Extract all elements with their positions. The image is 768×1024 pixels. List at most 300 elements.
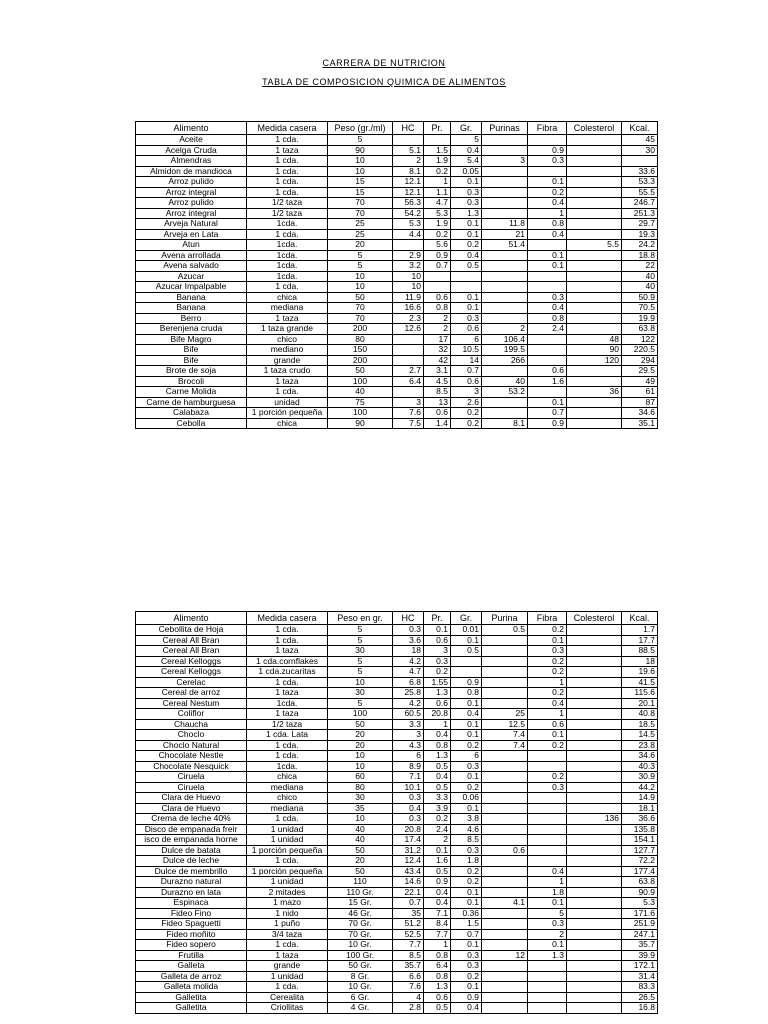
cell-proteina: 0.8 [424, 950, 451, 961]
cell-grasa: 0.36 [451, 908, 482, 919]
cell-hc: 6.4 [393, 376, 424, 387]
cell-medida: Criollitas [247, 1003, 328, 1014]
cell-alimento: Almidon de mandioca [136, 166, 247, 177]
cell-colesterol: 136 [567, 814, 622, 825]
cell-peso: 70 Gr. [328, 929, 393, 940]
cell-fibra [528, 971, 567, 982]
cell-purinas [482, 814, 528, 825]
cell-medida: 1 taza [247, 376, 328, 387]
cell-grasa: 0.1 [451, 292, 482, 303]
cell-medida: 1 cda. [247, 625, 328, 636]
cell-hc: 4.2 [393, 698, 424, 709]
cell-kcal: 83.3 [622, 982, 658, 993]
cell-proteina: 0.5 [424, 761, 451, 772]
cell-fibra [528, 856, 567, 867]
cell-kcal: 63.8 [622, 877, 658, 888]
cell-medida: 1 cda. [247, 940, 328, 951]
table-row [136, 740, 658, 751]
cell-medida: 2 mitades [247, 887, 328, 898]
cell-peso: 25 [328, 229, 393, 240]
cell-purinas [482, 408, 528, 419]
cell-kcal: 24.2 [622, 240, 658, 251]
table-row [136, 292, 658, 303]
cell-colesterol [567, 929, 622, 940]
cell-grasa: 1.5 [451, 919, 482, 930]
cell-proteina: 0.2 [424, 667, 451, 678]
cell-kcal [622, 156, 658, 167]
cell-colesterol [567, 992, 622, 1003]
cell-proteina: 5.6 [424, 240, 451, 251]
cell-kcal: 70.5 [622, 303, 658, 314]
cell-kcal: 5.3 [622, 898, 658, 909]
cell-purinas: 0.6 [482, 845, 528, 856]
cell-hc: 8.9 [393, 761, 424, 772]
cell-kcal: 29.7 [622, 219, 658, 230]
cell-kcal: 1.7 [622, 625, 658, 636]
cell-peso: 15 [328, 177, 393, 188]
cell-fibra [528, 282, 567, 293]
cell-kcal: 294 [622, 355, 658, 366]
cell-purinas [482, 656, 528, 667]
cell-colesterol [567, 856, 622, 867]
cell-proteina: 3 [424, 646, 451, 657]
cell-grasa: 2.6 [451, 397, 482, 408]
cell-kcal: 26.5 [622, 992, 658, 1003]
cell-fibra [528, 387, 567, 398]
cell-kcal: 35.7 [622, 940, 658, 951]
cell-alimento: Espinaca [136, 898, 247, 909]
cell-peso: 5 [328, 625, 393, 636]
cell-alimento: Arroz integral [136, 187, 247, 198]
cell-medida: 1cda. [247, 250, 328, 261]
cell-hc: 51.2 [393, 919, 424, 930]
cell-proteina: 0.3 [424, 656, 451, 667]
cell-proteina: 4.7 [424, 198, 451, 209]
cell-kcal: 53.3 [622, 177, 658, 188]
cell-colesterol [567, 898, 622, 909]
cell-colesterol [567, 208, 622, 219]
table-row [136, 667, 658, 678]
cell-proteina: 0.8 [424, 971, 451, 982]
cell-alimento: Brote de soja [136, 366, 247, 377]
cell-colesterol [567, 908, 622, 919]
cell-proteina: 0.9 [424, 250, 451, 261]
cell-peso: 110 [328, 877, 393, 888]
cell-proteina: 8.4 [424, 919, 451, 930]
cell-kcal: 20.1 [622, 698, 658, 709]
cell-purinas: 21 [482, 229, 528, 240]
table-row [136, 156, 658, 167]
cell-grasa: 0.1 [451, 772, 482, 783]
cell-fibra: 1 [528, 877, 567, 888]
cell-medida: unidad [247, 397, 328, 408]
cell-hc: 4.2 [393, 656, 424, 667]
cell-colesterol [567, 950, 622, 961]
composition-table-1 [135, 121, 658, 429]
cell-peso: 10 [328, 166, 393, 177]
cell-fibra [528, 271, 567, 282]
cell-proteina: 1.5 [424, 145, 451, 156]
cell-grasa [451, 271, 482, 282]
cell-purinas [482, 303, 528, 314]
cell-fibra: 0.4 [528, 866, 567, 877]
cell-medida: 1cda. [247, 219, 328, 230]
cell-hc: 5.3 [393, 219, 424, 230]
cell-colesterol [567, 408, 622, 419]
table-row [136, 709, 658, 720]
cell-kcal: 34.6 [622, 751, 658, 762]
table-row [136, 229, 658, 240]
cell-grasa: 5 [451, 135, 482, 146]
cell-peso: 110 Gr. [328, 887, 393, 898]
cell-colesterol [567, 303, 622, 314]
cell-alimento: isco de empanada horne [136, 835, 247, 846]
table-row [136, 625, 658, 636]
cell-proteina: 13 [424, 397, 451, 408]
cell-purinas: 8.1 [482, 418, 528, 429]
cell-colesterol [567, 187, 622, 198]
cell-peso: 50 Gr. [328, 961, 393, 972]
cell-grasa: 0.4 [451, 145, 482, 156]
cell-hc: 3.2 [393, 261, 424, 272]
cell-hc [393, 387, 424, 398]
cell-purinas [482, 919, 528, 930]
cell-alimento: Carne de hamburguesa [136, 397, 247, 408]
cell-purinas [482, 1003, 528, 1014]
cell-kcal: 29.5 [622, 366, 658, 377]
cell-grasa: 0.7 [451, 929, 482, 940]
table-row [136, 772, 658, 783]
cell-medida: 1/2 taza [247, 208, 328, 219]
cell-grasa: 0.9 [451, 677, 482, 688]
cell-fibra: 5 [528, 908, 567, 919]
table-row [136, 418, 658, 429]
cell-colesterol [567, 709, 622, 720]
cell-kcal: 18.5 [622, 719, 658, 730]
cell-purinas: 51.4 [482, 240, 528, 251]
cell-grasa: 0.8 [451, 688, 482, 699]
cell-medida: mediana [247, 782, 328, 793]
cell-kcal: 115.6 [622, 688, 658, 699]
cell-kcal: 22 [622, 261, 658, 272]
cell-proteina: 1.3 [424, 688, 451, 699]
cell-colesterol [567, 698, 622, 709]
cell-alimento: Dulce de batata [136, 845, 247, 856]
cell-purinas: 40 [482, 376, 528, 387]
cell-alimento: Clara de Huevo [136, 793, 247, 804]
cell-peso: 10 [328, 814, 393, 825]
cell-colesterol [567, 667, 622, 678]
cell-grasa: 0.2 [451, 877, 482, 888]
header-colesterol: Colesterol [567, 612, 622, 625]
document-title: CARRERA DE NUTRICION [322, 58, 446, 68]
cell-proteina: 6.4 [424, 961, 451, 972]
cell-purinas [482, 772, 528, 783]
cell-peso: 4 Gr. [328, 1003, 393, 1014]
cell-alimento: Galletita [136, 992, 247, 1003]
cell-grasa: 0.1 [451, 730, 482, 741]
cell-kcal: 41.5 [622, 677, 658, 688]
cell-purinas [482, 271, 528, 282]
cell-hc: 4.4 [393, 229, 424, 240]
cell-purinas [482, 187, 528, 198]
header-kcal: Kcal. [622, 122, 658, 135]
cell-proteina: 1.6 [424, 856, 451, 867]
cell-medida: chica [247, 772, 328, 783]
cell-alimento: Durazno natural [136, 877, 247, 888]
cell-proteina: 1 [424, 177, 451, 188]
cell-fibra: 1.8 [528, 887, 567, 898]
cell-medida: 1 cda. [247, 282, 328, 293]
cell-kcal: 49 [622, 376, 658, 387]
table-row [136, 635, 658, 646]
cell-peso: 15 Gr. [328, 898, 393, 909]
cell-hc: 5.1 [393, 145, 424, 156]
cell-medida: 1 cda. [247, 387, 328, 398]
cell-grasa [451, 656, 482, 667]
cell-hc: 4 [393, 992, 424, 1003]
cell-kcal: 19.9 [622, 313, 658, 324]
cell-proteina: 1.1 [424, 187, 451, 198]
cell-fibra: 0.1 [528, 940, 567, 951]
cell-colesterol [567, 282, 622, 293]
cell-hc [393, 240, 424, 251]
cell-medida: mediana [247, 803, 328, 814]
cell-fibra: 0.8 [528, 313, 567, 324]
cell-fibra: 0.1 [528, 397, 567, 408]
cell-grasa: 0.05 [451, 166, 482, 177]
cell-fibra [528, 751, 567, 762]
table-row [136, 397, 658, 408]
cell-purinas: 11.8 [482, 219, 528, 230]
cell-kcal: 45 [622, 135, 658, 146]
cell-fibra [528, 992, 567, 1003]
cell-peso: 100 Gr. [328, 950, 393, 961]
table-row [136, 324, 658, 335]
cell-alimento: Cereal de arroz [136, 688, 247, 699]
cell-medida: 1 puño [247, 919, 328, 930]
cell-kcal: 19.6 [622, 667, 658, 678]
table-row [136, 971, 658, 982]
cell-purinas [482, 677, 528, 688]
cell-alimento: Galletita [136, 1003, 247, 1014]
cell-purinas: 106.4 [482, 334, 528, 345]
cell-medida: 1/2 taza [247, 198, 328, 209]
header-fibra: Fibra [528, 612, 567, 625]
cell-kcal: 87 [622, 397, 658, 408]
cell-grasa: 0.6 [451, 376, 482, 387]
cell-hc: 2.7 [393, 366, 424, 377]
cell-grasa: 0.2 [451, 866, 482, 877]
cell-fibra [528, 345, 567, 356]
cell-peso: 70 Gr. [328, 919, 393, 930]
cell-peso: 10 [328, 282, 393, 293]
cell-kcal: 251.3 [622, 208, 658, 219]
header-peso: Peso en gr. [328, 612, 393, 625]
cell-medida: 1 taza [247, 950, 328, 961]
cell-fibra: 0.2 [528, 656, 567, 667]
cell-fibra: 0.1 [528, 177, 567, 188]
cell-peso: 10 [328, 751, 393, 762]
cell-hc: 0.3 [393, 793, 424, 804]
cell-purinas [482, 282, 528, 293]
table-row [136, 345, 658, 356]
cell-fibra: 0.4 [528, 698, 567, 709]
cell-fibra: 0.2 [528, 688, 567, 699]
cell-fibra: 0.1 [528, 898, 567, 909]
cell-colesterol [567, 324, 622, 335]
cell-purinas [482, 856, 528, 867]
cell-hc: 2 [393, 156, 424, 167]
cell-fibra [528, 803, 567, 814]
cell-fibra: 0.6 [528, 366, 567, 377]
cell-peso: 50 [328, 366, 393, 377]
cell-kcal: 39.9 [622, 950, 658, 961]
cell-hc: 2.3 [393, 313, 424, 324]
cell-peso: 5 [328, 635, 393, 646]
header-grasa: Gr. [451, 122, 482, 135]
cell-grasa: 0.1 [451, 219, 482, 230]
cell-kcal: 40 [622, 271, 658, 282]
cell-proteina: 0.6 [424, 408, 451, 419]
cell-fibra [528, 824, 567, 835]
cell-grasa: 0.1 [451, 887, 482, 898]
header-grasa: Gr. [451, 612, 482, 625]
table-row [136, 866, 658, 877]
cell-peso: 5 [328, 250, 393, 261]
cell-hc: 3 [393, 397, 424, 408]
cell-grasa: 0.1 [451, 982, 482, 993]
cell-hc: 3 [393, 730, 424, 741]
cell-alimento: Berro [136, 313, 247, 324]
cell-peso: 10 Gr. [328, 982, 393, 993]
cell-alimento: Almendras [136, 156, 247, 167]
cell-peso: 50 [328, 719, 393, 730]
cell-peso: 50 [328, 292, 393, 303]
cell-grasa: 8.5 [451, 835, 482, 846]
cell-peso: 100 [328, 408, 393, 419]
cell-fibra: 0.9 [528, 145, 567, 156]
cell-kcal: 18.1 [622, 803, 658, 814]
table-row [136, 950, 658, 961]
cell-hc: 2.8 [393, 1003, 424, 1014]
cell-medida: 1 taza grande [247, 324, 328, 335]
cell-fibra: 1.6 [528, 376, 567, 387]
cell-alimento: Aceite [136, 135, 247, 146]
table-row [136, 940, 658, 951]
cell-proteina: 0.9 [424, 877, 451, 888]
cell-alimento: Disco de empanada freir [136, 824, 247, 835]
cell-medida: 1cda. [247, 698, 328, 709]
cell-proteina: 5.3 [424, 208, 451, 219]
cell-kcal: 63.8 [622, 324, 658, 335]
cell-colesterol [567, 751, 622, 762]
table-row [136, 656, 658, 667]
cell-hc: 16.6 [393, 303, 424, 314]
cell-medida: 1 taza [247, 688, 328, 699]
cell-kcal: 171.6 [622, 908, 658, 919]
cell-proteina [424, 135, 451, 146]
cell-colesterol [567, 145, 622, 156]
cell-proteina: 1.55 [424, 677, 451, 688]
cell-kcal: 17.7 [622, 635, 658, 646]
cell-purinas [482, 992, 528, 1003]
cell-colesterol [567, 971, 622, 982]
header-proteina: Pr. [424, 122, 451, 135]
header-proteina: Pr. [424, 612, 451, 625]
cell-colesterol [567, 824, 622, 835]
cell-purinas [482, 635, 528, 646]
header-hc: HC [393, 122, 424, 135]
cell-peso: 90 [328, 145, 393, 156]
cell-peso: 90 [328, 418, 393, 429]
cell-proteina: 0.5 [424, 866, 451, 877]
cell-grasa: 0.3 [451, 313, 482, 324]
cell-fibra: 0.2 [528, 772, 567, 783]
cell-peso: 30 [328, 688, 393, 699]
cell-alimento: Brocoli [136, 376, 247, 387]
cell-grasa: 10.5 [451, 345, 482, 356]
cell-colesterol [567, 177, 622, 188]
cell-purinas [482, 835, 528, 846]
cell-medida: 1 cda. [247, 229, 328, 240]
cell-purinas [482, 824, 528, 835]
cell-peso: 5 [328, 261, 393, 272]
cell-proteina: 0.6 [424, 635, 451, 646]
cell-kcal: 40 [622, 282, 658, 293]
cell-peso: 100 [328, 376, 393, 387]
cell-grasa: 4.6 [451, 824, 482, 835]
cell-purinas [482, 971, 528, 982]
cell-peso: 10 [328, 761, 393, 772]
cell-alimento: Cebollita de Hoja [136, 625, 247, 636]
cell-grasa: 0.2 [451, 408, 482, 419]
cell-fibra: 0.2 [528, 740, 567, 751]
cell-medida: 1 mazo [247, 898, 328, 909]
cell-purinas [482, 929, 528, 940]
cell-hc [393, 355, 424, 366]
cell-colesterol [567, 1003, 622, 1014]
cell-grasa: 0.1 [451, 635, 482, 646]
table-row [136, 1003, 658, 1014]
cell-fibra [528, 845, 567, 856]
cell-hc: 3.6 [393, 635, 424, 646]
cell-proteina: 0.6 [424, 992, 451, 1003]
cell-medida: 1 porción pequeña [247, 866, 328, 877]
cell-kcal: 30.9 [622, 772, 658, 783]
cell-hc: 54.2 [393, 208, 424, 219]
cell-fibra: 0.4 [528, 198, 567, 209]
cell-fibra: 0.2 [528, 187, 567, 198]
cell-kcal: 247.1 [622, 929, 658, 940]
cell-colesterol: 120 [567, 355, 622, 366]
cell-alimento: Ciruela [136, 782, 247, 793]
cell-alimento: Choclo Natural [136, 740, 247, 751]
cell-colesterol [567, 156, 622, 167]
cell-kcal: 33.6 [622, 166, 658, 177]
cell-kcal: 40.8 [622, 709, 658, 720]
header-alimento: Alimento [136, 612, 247, 625]
cell-fibra: 0.1 [528, 250, 567, 261]
table-row [136, 719, 658, 730]
table-row [136, 688, 658, 699]
table-row [136, 646, 658, 657]
cell-medida: 1 cda. [247, 187, 328, 198]
cell-alimento: Arroz pulido [136, 198, 247, 209]
cell-proteina: 0.2 [424, 166, 451, 177]
cell-proteina: 1 [424, 719, 451, 730]
header-peso: Peso (gr./ml) [328, 122, 393, 135]
